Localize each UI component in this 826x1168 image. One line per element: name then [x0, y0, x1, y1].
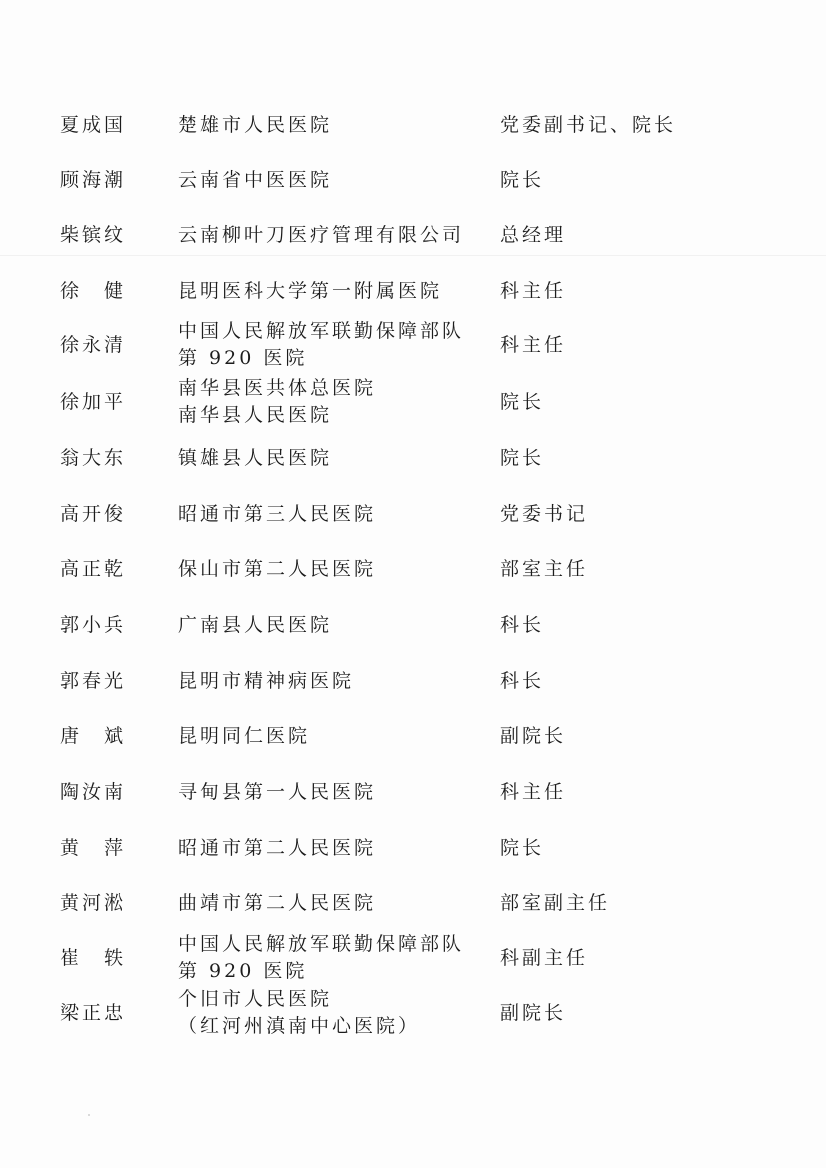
organization-line: （红河州滇南中心医院）	[178, 1015, 421, 1037]
person-name: 顾海潮	[60, 169, 127, 191]
list-item	[0, 544, 826, 594]
job-title: 院长	[500, 447, 545, 469]
organization-line: 昭通市第三人民医院	[178, 502, 377, 525]
job-title: 党委书记	[500, 503, 589, 525]
organization	[178, 377, 488, 427]
organization-line: 第 920 医院	[178, 347, 308, 369]
organization	[178, 320, 488, 370]
organization-line: 第 920 医院	[178, 960, 308, 982]
organization	[178, 656, 488, 706]
organization-line: 南华县人民医院	[178, 404, 333, 426]
organization	[178, 767, 488, 817]
list-item	[0, 266, 826, 316]
organization	[178, 544, 488, 594]
person-name: 梁正忠	[60, 1002, 127, 1024]
job-title: 院长	[500, 169, 545, 191]
job-title: 科主任	[500, 280, 567, 302]
job-title: 科主任	[500, 334, 567, 356]
list-item	[0, 210, 826, 260]
organization	[178, 433, 488, 483]
organization-line: 个旧市人民医院	[178, 988, 333, 1010]
person-name: 陶汝南	[60, 781, 127, 803]
job-title: 副院长	[500, 1002, 567, 1024]
organization-line: 楚雄市人民医院	[178, 113, 333, 136]
list-item	[0, 988, 826, 1038]
organization-line: 昭通市第二人民医院	[178, 836, 377, 859]
person-name: 黄 萍	[60, 837, 127, 859]
organization	[178, 823, 488, 873]
scan-speck	[88, 1114, 90, 1116]
job-title: 总经理	[500, 224, 567, 246]
organization-line: 镇雄县人民医院	[178, 446, 333, 469]
organization-line: 中国人民解放军联勤保障部队	[178, 320, 465, 342]
organization	[178, 878, 488, 928]
person-name: 徐 健	[60, 280, 127, 302]
job-title: 院长	[500, 837, 545, 859]
organization-line: 云南柳叶刀医疗管理有限公司	[178, 223, 465, 246]
person-name: 徐永清	[60, 334, 127, 356]
person-name: 郭春光	[60, 670, 127, 692]
organization	[178, 600, 488, 650]
list-item	[0, 377, 826, 427]
organization	[178, 100, 488, 150]
person-name: 高正乾	[60, 558, 127, 580]
list-item	[0, 933, 826, 983]
organization-line: 南华县医共体总医院	[178, 377, 377, 399]
job-title: 部室副主任	[500, 892, 611, 914]
organization	[178, 266, 488, 316]
organization-line: 云南省中医医院	[178, 168, 333, 191]
person-name: 崔 轶	[60, 947, 127, 969]
organization-line: 曲靖市第二人民医院	[178, 891, 377, 914]
job-title: 科长	[500, 614, 545, 636]
job-title: 科长	[500, 670, 545, 692]
organization-line: 昆明同仁医院	[178, 724, 311, 747]
person-name: 夏成国	[60, 114, 127, 136]
list-item	[0, 656, 826, 706]
person-name: 黄河淞	[60, 892, 127, 914]
organization	[178, 711, 488, 761]
organization-line: 寻甸县第一人民医院	[178, 780, 377, 803]
list-item	[0, 711, 826, 761]
list-item	[0, 155, 826, 205]
job-title: 科主任	[500, 781, 567, 803]
person-name: 高开俊	[60, 503, 127, 525]
list-item	[0, 489, 826, 539]
organization	[178, 489, 488, 539]
person-name: 柴镔纹	[60, 224, 127, 246]
organization-line: 中国人民解放军联勤保障部队	[178, 933, 465, 955]
list-item	[0, 100, 826, 150]
organization-line: 保山市第二人民医院	[178, 557, 377, 580]
organization-line: 广南县人民医院	[178, 613, 333, 636]
job-title: 科副主任	[500, 947, 589, 969]
person-name: 翁大东	[60, 447, 127, 469]
organization	[178, 155, 488, 205]
job-title: 党委副书记、院长	[500, 114, 677, 136]
organization	[178, 988, 488, 1038]
list-item	[0, 600, 826, 650]
person-name: 唐 斌	[60, 725, 127, 747]
list-item	[0, 433, 826, 483]
list-item	[0, 767, 826, 817]
list-item	[0, 878, 826, 928]
job-title: 副院长	[500, 725, 567, 747]
organization	[178, 210, 488, 260]
person-name: 郭小兵	[60, 614, 127, 636]
person-name: 徐加平	[60, 391, 127, 413]
job-title: 院长	[500, 391, 545, 413]
job-title: 部室主任	[500, 558, 589, 580]
organization	[178, 933, 488, 983]
organization-line: 昆明医科大学第一附属医院	[178, 279, 443, 302]
list-item	[0, 320, 826, 370]
list-item	[0, 823, 826, 873]
organization-line: 昆明市精神病医院	[178, 669, 355, 692]
